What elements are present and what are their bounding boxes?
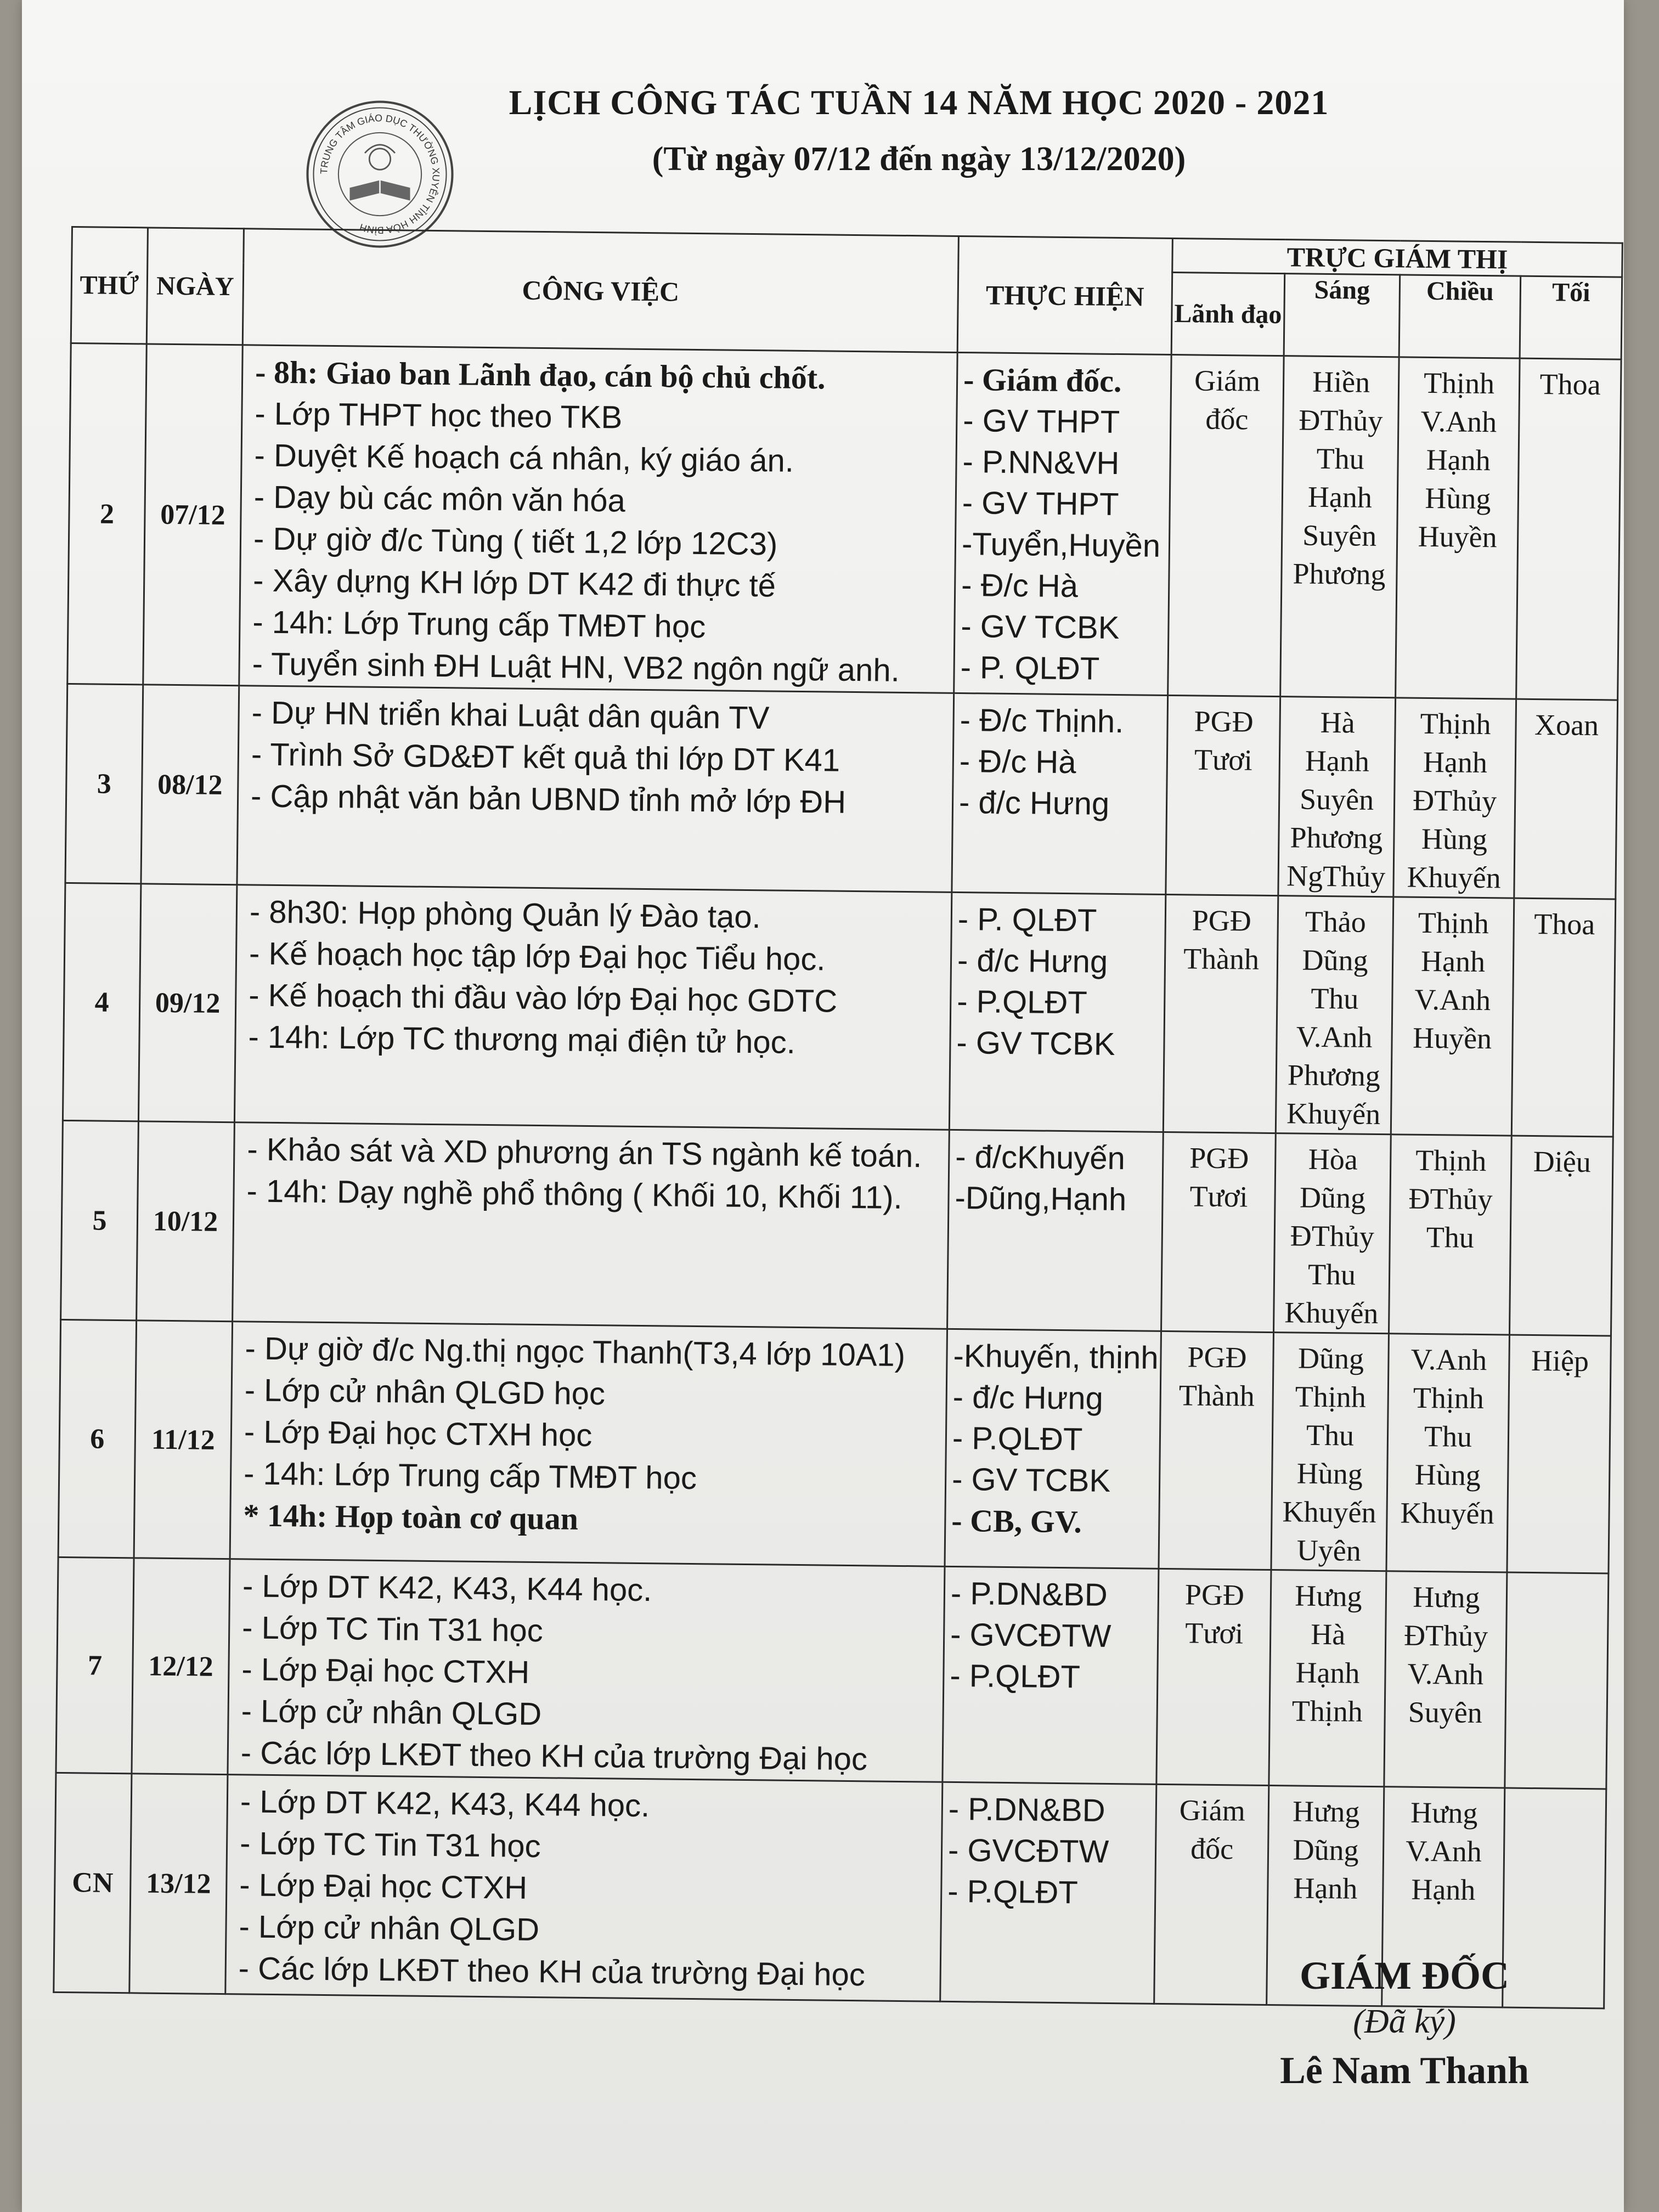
task-cell — [230, 1322, 947, 1567]
afternoon-duty-line: Khuyến — [1400, 1496, 1494, 1531]
day-of-week-cell: 5 — [61, 1120, 139, 1320]
executor-line: - GV TCBK — [956, 1024, 1115, 1063]
morning-duty-line: Hòa — [1308, 1142, 1358, 1176]
task-line: - Xây dựng KH lớp DT K42 đi thực tế — [252, 562, 776, 604]
leader-on-duty-cell — [1168, 355, 1284, 697]
leader-on-duty-cell — [1156, 1568, 1271, 1785]
afternoon-duty-line: Huyền — [1418, 520, 1498, 554]
afternoon-duty-line: V.Anh — [1406, 1834, 1482, 1869]
executor-line: - đ/cKhuyến — [955, 1138, 1126, 1177]
header-cong-viec: CÔNG VIỆC — [242, 229, 958, 353]
afternoon-duty-line: Thịnh — [1415, 1143, 1487, 1178]
evening-duty-line: Xoan — [1534, 708, 1599, 742]
task-cell — [225, 1775, 943, 2002]
schedule-row — [56, 1557, 1609, 1789]
leader-on-duty-line: PGĐ — [1184, 1578, 1245, 1612]
afternoon-duty-line: Hạnh — [1426, 443, 1491, 477]
afternoon-duty-line: Hưng — [1410, 1796, 1478, 1830]
executor-line: - P. QLĐT — [960, 650, 1100, 687]
afternoon-duty-line: Hạnh — [1411, 1872, 1476, 1906]
task-line: - Lớp Đại học CTXH — [239, 1867, 528, 1906]
leader-on-duty-line: Tươi — [1185, 1616, 1244, 1650]
executor-cell — [947, 1130, 1164, 1331]
header-toi: Tối — [1520, 276, 1622, 359]
task-line: - Lớp THPT học theo TKB — [255, 396, 623, 436]
afternoon-duty-line: Thu — [1424, 1419, 1472, 1453]
task-line: - Các lớp LKĐT theo KH của trường Đại học — [240, 1735, 868, 1778]
task-line: - 14h: Lớp Trung cấp TMĐT học — [252, 604, 706, 645]
header-sang: Sáng — [1284, 274, 1400, 357]
afternoon-duty-line: Khuyến — [1407, 860, 1501, 895]
signature-note: (Đã ký) — [1353, 2003, 1456, 2040]
task-line: - Các lớp LKĐT theo KH của trường Đại học — [238, 1950, 866, 1993]
executor-line: - P.QLĐT — [947, 1873, 1079, 1911]
afternoon-duty-cell — [1391, 897, 1514, 1136]
morning-duty-line: Dũng — [1299, 1181, 1366, 1215]
leader-on-duty-line: PGĐ — [1187, 1340, 1247, 1374]
afternoon-duty-line: Suyên — [1408, 1695, 1483, 1730]
task-line: - Lớp cử nhân QLGD — [241, 1693, 542, 1733]
task-cell — [234, 885, 951, 1130]
date-cell: 10/12 — [137, 1121, 235, 1322]
header-lanh-dao: Lãnh đạo — [1171, 273, 1285, 356]
afternoon-duty-line: Thịnh — [1423, 366, 1495, 400]
executor-line: - Đ/c Hà — [959, 743, 1076, 781]
task-line: - Lớp Đại học CTXH học — [244, 1414, 592, 1454]
executor-cell — [949, 892, 1166, 1132]
leader-on-duty-line: PGĐ — [1189, 1141, 1249, 1175]
morning-duty-line: Hạnh — [1293, 1871, 1358, 1905]
executor-line: -Khuyến, thịnh — [953, 1338, 1159, 1376]
afternoon-duty-line: V.Anh — [1410, 1342, 1487, 1377]
afternoon-duty-cell — [1396, 357, 1520, 699]
evening-duty-line: Thoa — [1534, 907, 1595, 941]
evening-duty-cell — [1507, 1335, 1611, 1573]
afternoon-duty-line: Thịnh — [1420, 707, 1491, 741]
executor-cell — [940, 1782, 1156, 2004]
executor-cell — [954, 352, 1171, 695]
afternoon-duty-line: ĐThủy — [1412, 783, 1497, 818]
task-line: - Tuyển sinh ĐH Luật HN, VB2 ngôn ngữ anh. — [252, 646, 900, 689]
executor-line: - đ/c Hưng — [952, 1379, 1104, 1417]
leader-on-duty-line: Tươi — [1194, 743, 1253, 777]
task-line: - Lớp TC Tin T31 học — [239, 1825, 541, 1865]
morning-duty-line: NgThủy — [1286, 859, 1386, 894]
morning-duty-line: Thu — [1316, 442, 1364, 476]
task-line: - 8h30: Họp phòng Quản lý Đào tạo. — [249, 894, 761, 935]
leader-on-duty-line: đốc — [1190, 1832, 1234, 1866]
executor-line: - GV THPT — [963, 403, 1120, 441]
evening-duty-cell — [1505, 1572, 1609, 1789]
executor-line: - P.QLĐT — [950, 1657, 1081, 1695]
task-line: - Lớp DT K42, K43, K44 học. — [240, 1784, 650, 1824]
leader-on-duty-cell — [1161, 1132, 1276, 1332]
day-of-week-cell: 4 — [63, 883, 141, 1121]
morning-duty-line: ĐThủy — [1290, 1219, 1375, 1253]
morning-duty-cell — [1276, 896, 1393, 1135]
morning-duty-line: Thịnh — [1295, 1380, 1367, 1414]
task-line: - Khảo sát và XD phương án TS ngành kế toán. — [247, 1131, 922, 1175]
morning-duty-line: Hạnh — [1305, 744, 1370, 778]
task-line: - Trình Sở GD&ĐT kết quả thi lớp DT K41 — [251, 736, 840, 778]
morning-duty-line: Phương — [1287, 1058, 1381, 1093]
morning-duty-line: Thảo — [1305, 905, 1367, 939]
morning-duty-line: Thu — [1311, 981, 1359, 1015]
header-chieu: Chiều — [1399, 275, 1521, 358]
evening-duty-line: Thoa — [1539, 368, 1601, 402]
task-line: - Dự HN triển khai Luật dân quân TV — [251, 695, 770, 736]
afternoon-duty-cell — [1386, 1334, 1510, 1572]
task-line: - Lớp cử nhân QLGD học — [244, 1372, 606, 1412]
header-ngay: NGÀY — [146, 228, 244, 345]
schedule-row — [67, 343, 1621, 701]
leader-on-duty-line: Thành — [1183, 942, 1260, 976]
executor-line: - P.DN&BD — [950, 1575, 1108, 1613]
header-thuc-hien: THỰC HIỆN — [957, 236, 1172, 354]
afternoon-duty-cell — [1389, 1135, 1511, 1335]
afternoon-duty-line: Hùng — [1425, 481, 1491, 516]
header-thu: THỨ — [71, 227, 148, 344]
morning-duty-cell — [1274, 1133, 1391, 1334]
day-of-week-cell: 7 — [56, 1557, 134, 1773]
morning-duty-line: Phương — [1290, 821, 1383, 855]
leader-on-duty-line: Giám — [1194, 364, 1261, 398]
morning-duty-line: Hùng — [1296, 1457, 1363, 1491]
afternoon-duty-line: Hùng — [1414, 1458, 1481, 1492]
task-cell — [233, 1122, 950, 1329]
morning-duty-line: V.Anh — [1296, 1020, 1373, 1054]
afternoon-duty-line: Hạnh — [1420, 944, 1486, 979]
morning-duty-line: Thịnh — [1291, 1694, 1363, 1728]
task-line: - Dạy bù các môn văn hóa — [253, 479, 626, 519]
executor-line: - GV TCBK — [951, 1461, 1111, 1499]
evening-duty-cell — [1516, 358, 1621, 700]
afternoon-duty-line: V.Anh — [1420, 404, 1497, 439]
day-of-week-cell: CN — [54, 1773, 132, 1993]
schedule-row — [65, 684, 1618, 899]
executor-line: - P.QLĐT — [952, 1420, 1083, 1458]
task-line: - Kế hoạch thi đầu vào lớp Đại học GDTC — [248, 977, 838, 1019]
seal-stamp — [304, 99, 455, 250]
document-page — [22, 0, 1624, 2212]
svg-text:TRUNG TÂM GIÁO DỤC THƯỜNG XUYÊ: TRUNG TÂM GIÁO DỤC THƯỜNG XUYÊN TỈNH HÒA BÌNH — [318, 112, 442, 236]
morning-duty-line: Hà — [1320, 706, 1355, 740]
morning-duty-line: Uyên — [1296, 1533, 1362, 1567]
morning-duty-line: Hiền — [1312, 365, 1370, 399]
leader-on-duty-line: Thành — [1178, 1379, 1255, 1413]
morning-duty-line: Thu — [1307, 1257, 1356, 1291]
evening-duty-cell — [1514, 699, 1618, 899]
afternoon-duty-line: Thịnh — [1418, 906, 1489, 940]
header-truc-giam-thi: TRỰC GIÁM THỊ — [1172, 239, 1623, 278]
afternoon-duty-cell — [1393, 698, 1516, 898]
executor-line: - đ/c Hưng — [957, 942, 1108, 980]
task-cell — [228, 1559, 945, 1782]
executor-line: -Tuyển,Huyền — [961, 526, 1161, 564]
leader-on-duty-line: đốc — [1205, 402, 1249, 436]
evening-duty-line: Diệu — [1533, 1145, 1592, 1179]
morning-duty-line: Dũng — [1297, 1341, 1364, 1375]
morning-duty-cell — [1271, 1333, 1389, 1571]
day-of-week-cell: 3 — [65, 684, 143, 883]
day-of-week-cell: 6 — [58, 1319, 137, 1558]
morning-duty-line: Khuyến — [1286, 1097, 1381, 1131]
executor-line: - CB, GV. — [951, 1502, 1082, 1540]
task-line: - 14h: Dạy nghề phổ thông ( Khối 10, Khối 11). — [246, 1173, 903, 1216]
morning-duty-cell — [1269, 1570, 1386, 1787]
executor-line: - P.DN&BD — [948, 1791, 1105, 1829]
executor-line: - đ/c Hưng — [958, 785, 1110, 822]
morning-duty-cell — [1278, 697, 1396, 897]
morning-duty-line: Hưng — [1292, 1795, 1360, 1829]
morning-duty-line: Dũng — [1293, 1833, 1359, 1867]
document-title: LỊCH CÔNG TÁC TUẦN 14 NĂM HỌC 2020 - 2021 — [509, 83, 1329, 122]
leader-on-duty-line: PGĐ — [1192, 904, 1252, 938]
leader-on-duty-cell — [1163, 894, 1278, 1133]
leader-on-duty-cell — [1166, 695, 1280, 895]
task-line: - Lớp cử nhân QLGD — [239, 1909, 540, 1948]
task-line: - Dự giờ đ/c Tùng ( tiết 1,2 lớp 12C3) — [253, 521, 778, 562]
day-of-week-cell: 2 — [67, 343, 146, 685]
morning-duty-line: Hạnh — [1307, 480, 1373, 514]
executor-line: - P. QLĐT — [957, 901, 1097, 939]
signature-title: GIÁM ĐỐC — [1300, 1954, 1509, 1997]
afternoon-duty-line: Hưng — [1413, 1580, 1480, 1615]
evening-duty-cell — [1511, 898, 1616, 1137]
afternoon-duty-line: Thu — [1426, 1220, 1475, 1254]
task-line: - Lớp Đại học CTXH — [241, 1651, 530, 1690]
morning-duty-cell — [1280, 356, 1399, 698]
leader-on-duty-line: Tươi — [1189, 1180, 1248, 1214]
task-line: - Lớp TC Tin T31 học — [241, 1610, 544, 1649]
afternoon-duty-line: Hạnh — [1423, 745, 1488, 780]
afternoon-duty-line: ĐThủy — [1408, 1182, 1493, 1216]
executor-cell — [952, 693, 1168, 894]
task-line: - 14h: Lớp Trung cấp TMĐT học — [243, 1455, 697, 1497]
date-cell: 09/12 — [138, 884, 237, 1122]
task-line: - Dự giờ đ/c Ng.thị ngọc Thanh(T3,4 lớp 10A1) — [245, 1330, 906, 1374]
schedule-row — [61, 1120, 1613, 1336]
task-line: * 14h: Họp toàn cơ quan — [243, 1497, 579, 1537]
executor-line: - Đ/c Thịnh. — [960, 702, 1124, 740]
morning-duty-line: Phương — [1293, 557, 1386, 591]
date-cell: 12/12 — [132, 1558, 230, 1775]
morning-duty-line: ĐThủy — [1299, 403, 1383, 438]
afternoon-duty-line: Thịnh — [1413, 1381, 1485, 1415]
afternoon-duty-line: Hùng — [1421, 822, 1488, 856]
executor-line: - P.QLĐT — [956, 983, 1088, 1021]
evening-duty-cell — [1509, 1136, 1613, 1336]
morning-duty-line: Suyên — [1302, 518, 1377, 552]
executor-line: - GV THPT — [962, 485, 1119, 523]
schedule-row — [58, 1319, 1611, 1573]
morning-duty-line: Khuyến — [1282, 1495, 1376, 1530]
morning-duty-line: Dũng — [1302, 943, 1368, 977]
date-cell: 08/12 — [141, 685, 239, 885]
afternoon-duty-line: Huyền — [1412, 1021, 1492, 1056]
afternoon-duty-line: V.Anh — [1407, 1657, 1484, 1691]
morning-duty-line: Hưng — [1295, 1579, 1362, 1613]
task-line: - 8h: Giao ban Lãnh đạo, cán bộ chủ chốt. — [255, 354, 826, 396]
task-line: - 14h: Lớp TC thương mại điện tử học. — [248, 1019, 796, 1060]
executor-cell — [943, 1566, 1159, 1784]
leader-on-duty-cell — [1159, 1331, 1274, 1570]
afternoon-duty-line: ĐThủy — [1403, 1618, 1488, 1653]
date-cell: 11/12 — [134, 1321, 233, 1559]
leader-on-duty-line: PGĐ — [1194, 704, 1254, 738]
executor-line: - Đ/c Hà — [961, 567, 1079, 605]
task-line: - Cập nhật văn bản UBND tỉnh mở lớp ĐH — [250, 778, 847, 820]
task-line: - Duyệt Kế hoạch cá nhân, ký giáo án. — [254, 437, 794, 479]
schedule-row — [63, 883, 1615, 1137]
morning-duty-line: Suyên — [1299, 782, 1374, 816]
executor-line: - GVCĐTW — [950, 1616, 1111, 1654]
morning-duty-line: Hà — [1310, 1617, 1346, 1651]
task-cell — [239, 345, 957, 693]
leader-on-duty-line: Giám — [1179, 1793, 1246, 1827]
document-subtitle: (Từ ngày 07/12 đến ngày 13/12/2020) — [652, 140, 1186, 178]
evening-duty-line: Hiệp — [1531, 1344, 1589, 1378]
task-cell — [237, 686, 954, 893]
morning-duty-line: Thu — [1306, 1418, 1355, 1452]
task-line: - Kế hoạch học tập lớp Đại học Tiểu học. — [249, 935, 826, 978]
executor-cell — [945, 1329, 1161, 1568]
afternoon-duty-line: V.Anh — [1414, 983, 1491, 1017]
schedule-table — [53, 226, 1623, 2009]
executor-line: - GVCĐTW — [947, 1832, 1109, 1870]
executor-line: -Dũng,Hạnh — [955, 1180, 1127, 1218]
morning-duty-line: Khuyến — [1284, 1296, 1379, 1330]
date-cell: 13/12 — [129, 1774, 228, 1994]
executor-line: - P.NN&VH — [962, 444, 1120, 482]
date-cell: 07/12 — [143, 344, 242, 686]
executor-line: - GV TCBK — [961, 608, 1120, 646]
signature-name: Lê Nam Thanh — [1280, 2050, 1529, 2092]
afternoon-duty-cell — [1384, 1571, 1507, 1788]
task-line: - Lớp DT K42, K43, K44 học. — [242, 1568, 652, 1609]
executor-line: - Giám đốc. — [963, 362, 1122, 399]
morning-duty-line: Hạnh — [1295, 1656, 1360, 1690]
